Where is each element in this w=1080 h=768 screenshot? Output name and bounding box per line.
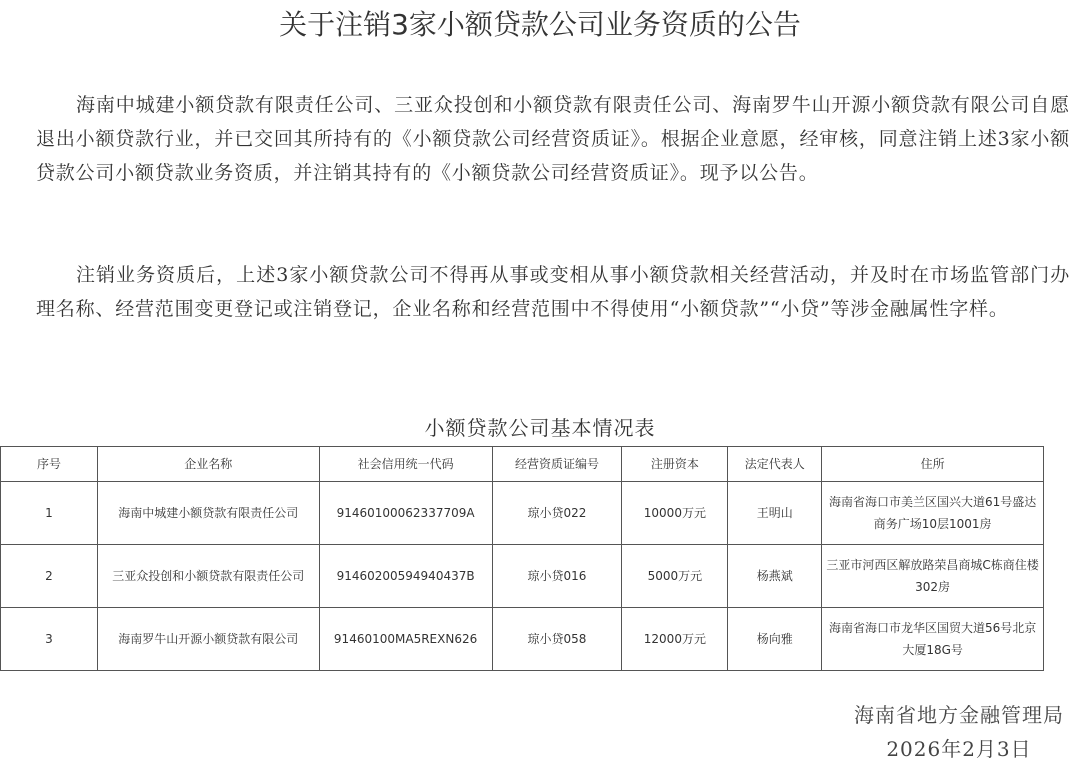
paragraph-1: 海南中城建小额贷款有限责任公司、三亚众投创和小额贷款有限责任公司、海南罗牛山开源小额贷款有限公司自愿退出小额贷款行业，并已交回其所持有的《小额贷款公司经营资质证》。根据企业意愿，经审核，同意注销上述3家小额贷款公司小额贷款业务资质，并注销其持有的《小额贷款公司经营资质证》。现予以公告。: [36, 94, 1070, 184]
paragraph-2: 注销业务资质后，上述3家小额贷款公司不得再从事或变相从事小额贷款相关经营活动，并及时在市场监管部门办理名称、经营范围变更登记或注销登记，企业名称和经营范围中不得使用“小额贷款”“小贷”等涉金融属性字样。: [36, 264, 1070, 320]
cell-credit-code: 91460100062337709A: [319, 482, 492, 545]
cell-index: 3: [1, 608, 98, 671]
header-credit-code: 社会信用统一代码: [319, 447, 492, 482]
table-row: [1, 608, 1044, 671]
cell-legal-representative: 杨燕斌: [728, 545, 822, 608]
cell-index: 2: [1, 545, 98, 608]
cell-registered-capital: 12000万元: [622, 608, 728, 671]
cell-license-number: 琼小贷016: [492, 545, 622, 608]
header-company-name: 企业名称: [97, 447, 319, 482]
cell-index: 1: [1, 482, 98, 545]
signature-block: [854, 698, 1064, 766]
cell-credit-code: 91460100MA5REXN626: [319, 608, 492, 671]
header-address: 住所: [822, 447, 1044, 482]
company-info-table: [0, 446, 1044, 671]
table-row: [1, 482, 1044, 545]
cell-address: 海南省海口市龙华区国贸大道56号北京大厦18G号: [822, 608, 1044, 671]
cell-company-name: 三亚众投创和小额贷款有限责任公司: [97, 545, 319, 608]
header-index: 序号: [1, 447, 98, 482]
header-license-number: 经营资质证编号: [492, 447, 622, 482]
cell-address: 海南省海口市美兰区国兴大道61号盛达商务广场10层1001房: [822, 482, 1044, 545]
cell-license-number: 琼小贷022: [492, 482, 622, 545]
cell-registered-capital: 5000万元: [622, 545, 728, 608]
cell-company-name: 海南罗牛山开源小额贷款有限公司: [97, 608, 319, 671]
header-registered-capital: 注册资本: [622, 447, 728, 482]
cell-license-number: 琼小贷058: [492, 608, 622, 671]
issue-date: 2026年2月3日: [886, 737, 1032, 761]
cell-address: 三亚市河西区解放路荣昌商城C栋商住楼302房: [822, 545, 1044, 608]
cell-registered-capital: 10000万元: [622, 482, 728, 545]
table-caption: 小额贷款公司基本情况表: [424, 416, 656, 440]
cell-credit-code: 91460200594940437B: [319, 545, 492, 608]
cell-legal-representative: 杨向雅: [728, 608, 822, 671]
table-row: [1, 545, 1044, 608]
header-legal-representative: 法定代表人: [728, 447, 822, 482]
table-header-row: [1, 447, 1044, 482]
cell-legal-representative: 王明山: [728, 482, 822, 545]
page-title: 关于注销3家小额贷款公司业务资质的公告: [279, 8, 801, 41]
cell-company-name: 海南中城建小额贷款有限责任公司: [97, 482, 319, 545]
issuing-organization: 海南省地方金融管理局: [854, 703, 1064, 727]
